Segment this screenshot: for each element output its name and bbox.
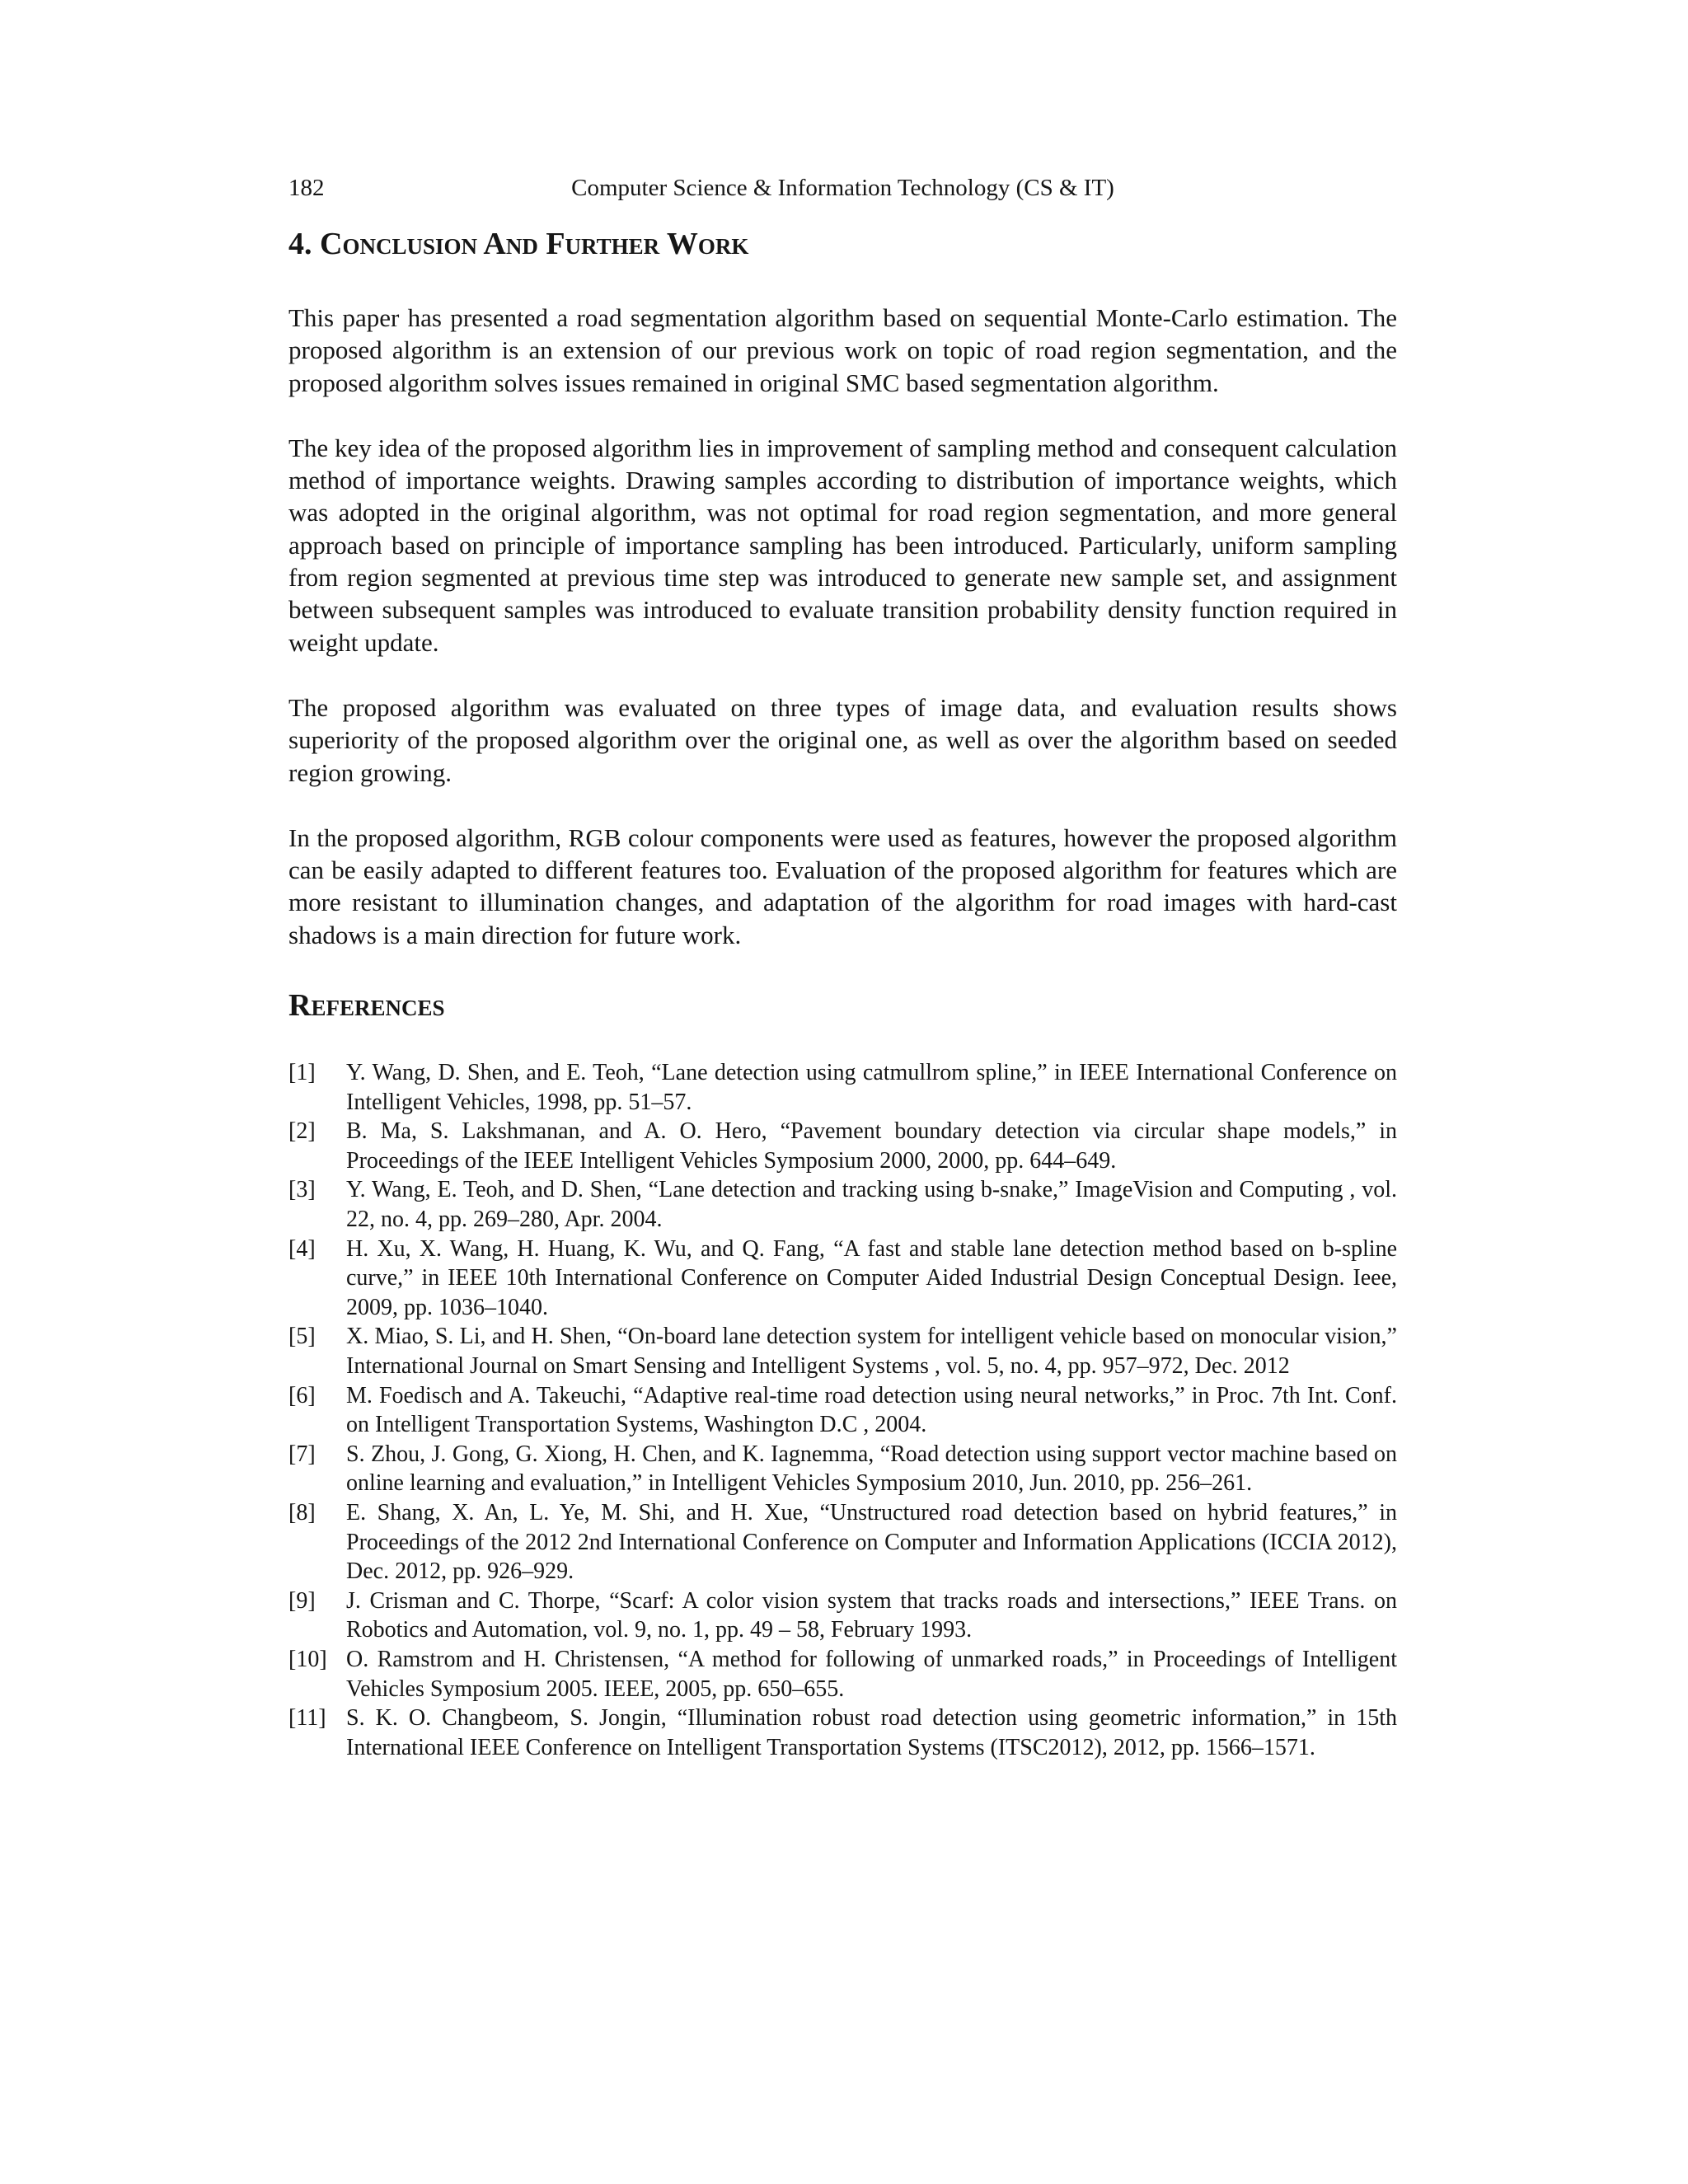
- reference-item-1: [288, 1058, 1397, 1117]
- conclusion-paragraph-4: In the proposed algorithm, RGB colour components were used as features, however the proposed algorithm can be easily adapted to different features too. Evaluation of the proposed algorithm for features which are more resistant to illumination changes, and adaptation of the algorithm for road images with hard-cast shadows is a main direction for future work.: [288, 823, 1397, 949]
- reference-list: [288, 1058, 1397, 1762]
- reference-item-9: [288, 1586, 1397, 1645]
- reference-label: [4]: [288, 1235, 316, 1262]
- reference-item-7: [288, 1440, 1397, 1498]
- page-body: [288, 223, 1397, 1762]
- reference-label: [6]: [288, 1382, 316, 1408]
- reference-label: [1]: [288, 1060, 316, 1086]
- conclusion-heading: 4. Conclusion And Further Work: [288, 227, 749, 261]
- reference-label: [3]: [288, 1177, 316, 1203]
- journal-name: Computer Science & Information Technology (CS & IT): [571, 175, 1114, 201]
- conclusion-paragraph-2: The key idea of the proposed algorithm lies in improvement of sampling method and consequent calculation method of importance weights. Drawing samples according to distribution of importance weights, which was adopted in the original algorithm, was not optimal for road region segmentation, and more general approach based on principle of importance sampling has been introduced. Particularly, uniform sampling from region segmented at previous time step was introduced to generate new sample set, and assignment between subsequent samples was introduced to evaluate transition probability density function required in weight update.: [288, 433, 1397, 657]
- reference-text: O. Ramstrom and H. Christensen, “A method for following of unmarked roads,” in Proceedings of Intelligent Vehicles Symposium 2005. IEEE, 2005, pp. 650–655.: [346, 1646, 1397, 1702]
- reference-text: H. Xu, X. Wang, H. Huang, K. Wu, and Q. Fang, “A fast and stable lane detection method based on b-spline curve,” in IEEE 10th International Conference on Computer Aided Industrial Design Conceptual Design. Ieee, 2009, pp. 1036–1040.: [346, 1235, 1397, 1320]
- reference-text: Y. Wang, E. Teoh, and D. Shen, “Lane detection and tracking using b-snake,” ImageVision and Computing , vol. 22, no. 4, pp. 269–280, Apr. 2004.: [346, 1177, 1397, 1233]
- reference-label: [8]: [288, 1499, 316, 1526]
- reference-label: [10]: [288, 1646, 327, 1672]
- reference-label: [9]: [288, 1587, 316, 1614]
- reference-label: [11]: [288, 1705, 326, 1732]
- page-number: 182: [288, 175, 325, 201]
- reference-item-11: [288, 1704, 1397, 1762]
- reference-label: [5]: [288, 1324, 316, 1350]
- reference-item-4: [288, 1235, 1397, 1323]
- reference-label: [7]: [288, 1441, 316, 1467]
- reference-item-8: [288, 1498, 1397, 1586]
- reference-text: S. Zhou, J. Gong, G. Xiong, H. Chen, and K. Iagnemma, “Road detection using support vector machine based on online learning and evaluation,” in Intelligent Vehicles Symposium 2010, Jun. 2010, pp. 256–261.: [346, 1441, 1397, 1497]
- running-header: [288, 171, 1397, 204]
- reference-text: S. K. O. Changbeom, S. Jongin, “Illumination robust road detection using geometric information,” in 15th International IEEE Conference on Intelligent Transportation Systems (ITSC2012), 2012, pp. 1566–1571.: [346, 1705, 1397, 1760]
- reference-item-10: [288, 1645, 1397, 1704]
- reference-text: J. Crisman and C. Thorpe, “Scarf: A color vision system that tracks roads and intersections,” IEEE Trans. on Robotics and Automation, vol. 9, no. 1, pp. 49 – 58, February 1993.: [346, 1587, 1397, 1643]
- references-heading: References: [288, 988, 445, 1024]
- reference-item-2: [288, 1117, 1397, 1175]
- reference-text: X. Miao, S. Li, and H. Shen, “On-board lane detection system for intelligent vehicle based on monocular vision,” International Journal on Smart Sensing and Intelligent Systems , vol. 5, no. 4, pp. 957–972, Dec. 2012: [346, 1324, 1397, 1379]
- reference-item-5: [288, 1322, 1397, 1380]
- reference-label: [2]: [288, 1118, 316, 1145]
- conclusion-paragraph-3: The proposed algorithm was evaluated on three types of image data, and evaluation results shows superiority of the proposed algorithm over the original one, as well as over the algorithm based on seeded region growing.: [288, 692, 1397, 787]
- conclusion-paragraph-1: This paper has presented a road segmentation algorithm based on sequential Monte-Carlo estimation. The proposed algorithm is an extension of our previous work on topic of road region segmentation, and the proposed algorithm solves issues remained in original SMC based segmentation algorithm.: [288, 303, 1397, 397]
- reference-text: Y. Wang, D. Shen, and E. Teoh, “Lane detection using catmullrom spline,” in IEEE International Conference on Intelligent Vehicles, 1998, pp. 51–57.: [346, 1060, 1397, 1115]
- reference-item-6: [288, 1381, 1397, 1440]
- reference-text: B. Ma, S. Lakshmanan, and A. O. Hero, “Pavement boundary detection via circular shape models,” in Proceedings of the IEEE Intelligent Vehicles Symposium 2000, 2000, pp. 644–649.: [346, 1118, 1397, 1174]
- reference-item-3: [288, 1175, 1397, 1234]
- reference-text: M. Foedisch and A. Takeuchi, “Adaptive real-time road detection using neural networks,” in Proc. 7th Int. Conf. on Intelligent Transportation Systems, Washington D.C , 2004.: [346, 1382, 1397, 1438]
- reference-text: E. Shang, X. An, L. Ye, M. Shi, and H. Xue, “Unstructured road detection based on hybrid features,” in Proceedings of the 2012 2nd International Conference on Computer and Information Applications (ICCIA 2012), Dec. 2012, pp. 926–929.: [346, 1499, 1397, 1585]
